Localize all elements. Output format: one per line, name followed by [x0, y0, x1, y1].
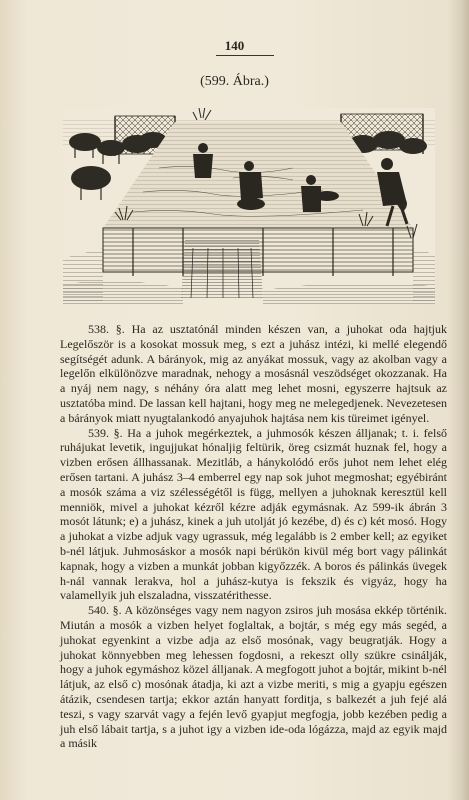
header-rule: [216, 55, 274, 56]
figure-caption: (599. Ábra.): [200, 74, 269, 89]
page-number: 140: [224, 38, 245, 53]
sheep-washing-engraving: [63, 108, 435, 304]
paragraph-539: 539. §. Ha a juhok megérkeztek, a juhmosók készen álljanak; t. i. felső ruhájukat levetik, ingujjukat hónaljig feltürik, öreg csizmát huznak fel, hogy a vizben erősen állhassanak. Mezitláb, a hánykolódó erős juhot nem lehet elég erősen tartani. A juhász 3–4 emberrel egy nap sok juhot megmoshat; egyébiránt a mosók száma a viz szélességétől is függ, mellyen a juhoknak keresztül kell menniök, mivel a juhokat kézről kézre adják egymásnak. Az 599-ik ábrán 3 mosót látunk; e) a juhász, kinek a juh utolját jó kezébe, d) és c) két mosó. Hogy a juhokat a vizbe adjuk vagy ugrassuk, még legalább is 2 ember kell; az egyiket b-nél látjuk. Juhmosáskor a mosók napi bérükön kivül még bort vagy pálinkát kapnak, hogy a vizben a munkát jobban kigyőzzék. A boros és pálinkás üvegek h-nál vannak lerakva, hol a juhász-kutya is fekszik és vigyáz, hogy ha valamellyik juh elszaladna, visszatérithesse.: [60, 425, 447, 603]
paragraph-538: 538. §. Ha az usztatónál minden készen van, a juhokat oda hajtjuk Legelőször is a kosokat mossuk meg, s ezt a juhász intézi, ki mellé elegendő segítségét adunk. A bárányok, mig az anyákat mossuk, vagy az akolban vagy a legelőn elkülönözve maradnak, nehogy a mosásnál veszödséget okozzanak. Ha a nyáj nem nagy, s néhány óra alatt meg lehet mosni, egyszerre hajtsuk az usztatóba mind. De lassan kell hajtani, hogy meg ne melegedjenek. Nevezetesen a bárányok miatt nyugtalankodó anyajuhok hajtása nem kis türeimet igényel.: [60, 322, 447, 425]
binding-shadow: [448, 0, 469, 800]
body-text: [60, 322, 447, 751]
paragraph-540: 540. §. A közönséges vagy nem nagyon zsiros juh mosása ekkép történik. Miután a mosók a vizben helyet foglaltak, a bojtár, s még egy más segéd, a juhokat egyenkint a vizbe adja az első mosónak, vagy beugratják. Hogy a juhokat könnyebben meg lehessen fogdosni, a rekeszt olly szükre csinálják, hogy a juhok egymáshoz közel álljanak. A megfogott juhot a bojtár, mikint b-nél látjuk, az első c) mosónak átadja, ki azt a vizbe meriti, s mig a gyapju egészen átázik, csendesen tartja; ekkor aztán hanyatt forditja, s balkezét a juh fejé alá teszi, s vagy szarvát vagy a fején levő gyapjut megfogja, jobb kezében pedig a juh első lábait tartja, s a juhot igy a vizben ide-oda lógázza, majd az egyik majd a másik: [60, 603, 447, 751]
